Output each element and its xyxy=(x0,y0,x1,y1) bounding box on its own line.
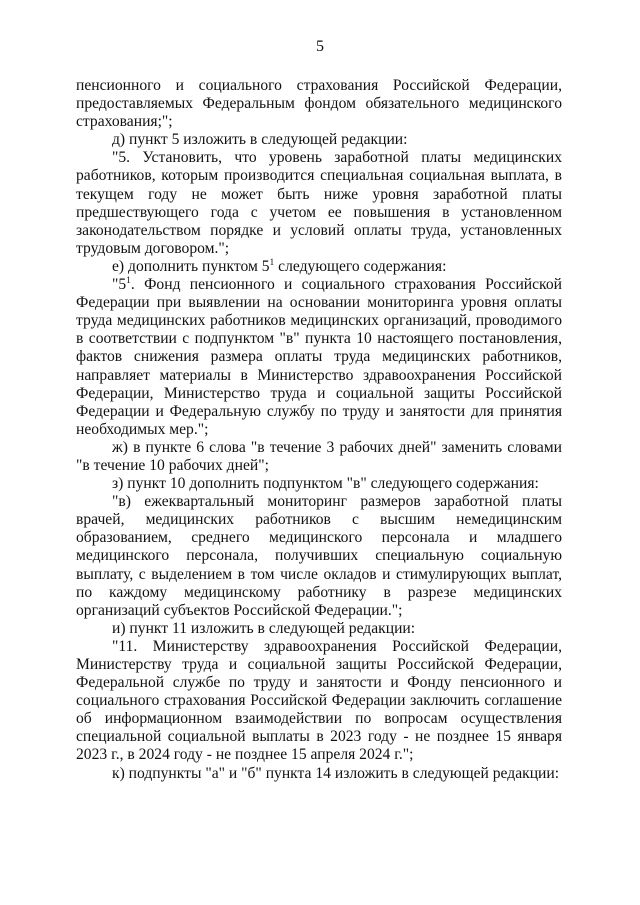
paragraph xyxy=(76,258,562,276)
paragraph xyxy=(76,493,562,620)
paragraph xyxy=(76,131,562,149)
text-run: "11. Министерству здравоохранения Российской Федерации, Министерству труда и социальной защиты Российской Федерации, Федеральной службе по труду и занятости и Фонду пенсионного и социального страхования Российской Федерации заключить соглашение об информационном взаимодействии по вопросам осуществления специальной социальной выплаты в 2023 году - не позднее 15 января 2023 г., в 2024 году - не позднее 15 апреля 2024 г."; xyxy=(76,637,562,764)
page-number: 5 xyxy=(316,38,324,55)
text-run: д) пункт 5 изложить в следующей редакции: xyxy=(112,131,408,149)
document-body xyxy=(76,77,562,783)
text-run: пенсионного и социального страхования Российской Федерации, предоставляемых Федеральным фондом обязательного медицинского страхования;"; xyxy=(76,77,562,131)
paragraph xyxy=(76,620,562,638)
text-run: е) дополнить пунктом 5 xyxy=(112,257,270,275)
text-run: . Фонд пенсионного и социального страхования Российской Федерации при выявлении на основании мониторинга уровня оплаты труда медицинских работников медицинских организаций, проводимого в соответствии с подпунктом "в" пункта 10 настоящего постановления, фактов снижения размера оплаты труда медицинских работников, направляет материалы в Министерство здравоохранения Российской Федерации, Министерство труда и социальной защиты Российской Федерации и Федеральную службу по труду и занятости для принятия необходимых мер."; xyxy=(76,276,562,438)
text-run: к) подпункты "а" и "б" пункта 14 изложить в следующей редакции: xyxy=(112,764,560,782)
paragraph xyxy=(76,765,562,783)
paragraph xyxy=(76,475,562,493)
superscript: 1 xyxy=(269,257,275,268)
text-run: ж) в пункте 6 слова "в течение 3 рабочих дней" заменить словами "в течение 10 рабочих дней"; xyxy=(76,438,562,474)
text-run: "5 xyxy=(112,276,127,294)
text-run: з) пункт 10 дополнить подпунктом "в" следующего содержания: xyxy=(112,475,539,493)
text-run: и) пункт 11 изложить в следующей редакции: xyxy=(112,619,416,637)
paragraph xyxy=(76,77,562,131)
superscript: 1 xyxy=(126,275,131,286)
text-run: следующего содержания: xyxy=(274,257,447,275)
paragraph xyxy=(76,638,562,765)
paragraph xyxy=(76,439,562,475)
paragraph xyxy=(76,276,562,439)
text-run: "5. Установить, что уровень заработной платы медицинских работников, которым производится специальная социальная выплата, в текущем году не может быть ниже уровня заработной платы предшествующего года с учетом ее повышения в установленном законодательством порядке и условий оплаты труда, установленных трудовым договором."; xyxy=(76,149,562,257)
text-run: "в) ежеквартальный мониторинг размеров заработной платы врачей, медицинских работников с высшим немедицинским образованием, среднего медицинского персонала и младшего медицинского персонала, получивших специальную социальную выплату, с выделением в том числе окладов и стимулирующих выплат, по каждому медицинскому работнику в разрезе медицинских организаций субъектов Российской Федерации."; xyxy=(76,493,562,619)
paragraph xyxy=(76,149,562,258)
